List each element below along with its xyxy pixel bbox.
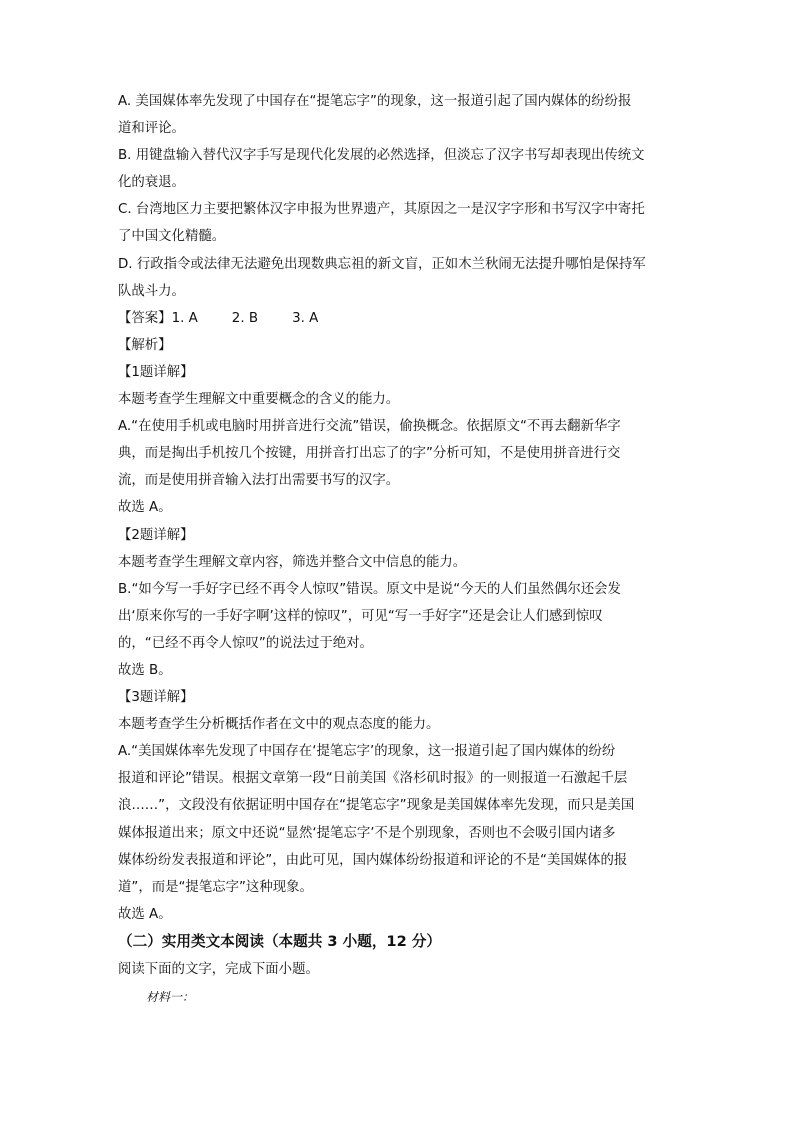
answer-tag: 【答案】 (118, 310, 172, 326)
q1-line: 故选 A。 (118, 500, 172, 516)
option-c-line2: 了中国文化精髓。 (118, 229, 226, 245)
q2-line: 出‘原来你写的一手好字啊’这样的惊叹”，可见“写一手好字”还是会让人们感到惊叹 (118, 608, 603, 624)
option-b-line1: B. 用键盘输入替代汉字手写是现代化发展的必然选择，但淡忘了汉字书写却表现出传统文 (118, 148, 645, 164)
q3-line: 道”，而是“提笔忘字”这种现象。 (118, 879, 313, 895)
q2-line: 故选 B。 (118, 662, 172, 678)
q2-line: B.“如今写一手好字已经不再令人惊叹”错误。原文中是说“今天的人们虽然偶尔还会发 (118, 581, 621, 597)
material-label: 材料一： (146, 990, 195, 1004)
q2-line: 的，“已经不再令人惊叹”的说法过于绝对。 (118, 635, 373, 651)
option-b-line2: 化的衰退。 (118, 175, 185, 191)
analysis-tag: 【解析】 (118, 337, 172, 353)
q1-line: A.“在使用手机或电脑时用拼音进行交流”错误，偷换概念。依据原文“不再去翻新华字 (118, 419, 621, 435)
q2-line: 本题考查学生理解文章内容，筛选并整合文中信息的能力。 (118, 554, 467, 570)
section-heading: （二）实用类文本阅读（本题共 3 小题，12 分） (118, 932, 441, 950)
q2-tag: 【2题详解】 (118, 527, 194, 543)
q3-line: 本题考查学生分析概括作者在文中的观点态度的能力。 (118, 717, 440, 733)
option-c-line1: C. 台湾地区力主要把繁体汉字申报为世界遗产，其原因之一是汉字字形和书写汉字中寄托 (118, 202, 645, 218)
option-d-line1: D. 行政指令或法律无法避免出现数典忘祖的新文盲，正如木兰秋闹无法提升哪怕是保持军 (118, 256, 646, 272)
q1-tag: 【1题详解】 (118, 364, 194, 380)
option-c (118, 196, 678, 250)
answer-text: 1. A 2. B 3. A (171, 310, 319, 326)
option-a-line2: 道和评论。 (118, 121, 185, 137)
q3-line: 浪……”，文段没有依据证明中国存在“提笔忘字”现象是美国媒体率先发现，而只是美国 (118, 798, 635, 814)
option-a-line1: A. 美国媒体率先发现了中国存在“提笔忘字”的现象，这一报道引起了国内媒体的纷纷报 (118, 94, 632, 109)
answer-line (118, 305, 678, 332)
q3-line: 媒体报道出来；原文中还说“显然‘提笔忘字’不是个别现象，否则也不会吸引国内诸多 (118, 825, 616, 841)
q1-line: 流，而是使用拼音输入法打出需要书写的汉字。 (118, 473, 400, 489)
q3-tag: 【3题详解】 (118, 690, 194, 706)
option-d-line2: 队战斗力。 (118, 283, 185, 299)
q3-line: A.“美国媒体率先发现了中国存在‘提笔忘字’的现象，这一报道引起了国内媒体的纷纷 (118, 744, 616, 760)
section-instruction: 阅读下面的文字，完成下面小题。 (118, 961, 319, 977)
q1-line: 典，而是掏出手机按几个按键，用拼音打出忘了的字”分析可知，不是使用拼音进行交 (118, 446, 621, 462)
q3-line: 媒体纷纷发表报道和评论”，由此可见，国内媒体纷纷报道和评论的不是“美国媒体的报 (118, 852, 628, 868)
option-d (118, 251, 678, 305)
q1-line: 本题考查学生理解文中重要概念的含义的能力。 (118, 392, 400, 408)
option-b (118, 142, 678, 196)
option-a (118, 88, 678, 142)
document-page (118, 88, 678, 1011)
q3-line: 报道和评论”错误。根据文章第一段“日前美国《洛杉矶时报》的一则报道一石激起千层 (118, 771, 628, 787)
q3-line: 故选 A。 (118, 906, 172, 922)
